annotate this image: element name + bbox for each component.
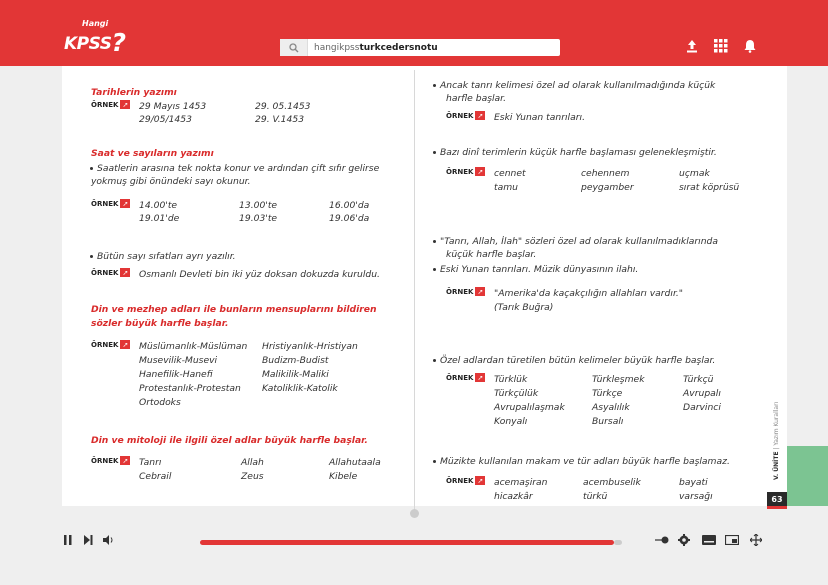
example-text: Hristiyanlık-Hristiyan xyxy=(262,341,358,352)
bullet xyxy=(433,268,436,271)
bullet xyxy=(433,359,436,362)
arrow-icon: ➚ xyxy=(475,111,485,120)
example-text: Katoliklik-Katolik xyxy=(262,383,338,394)
upload-icon[interactable] xyxy=(686,38,698,57)
ornek-label: ÖRNEK ➚ xyxy=(446,167,485,176)
ornek-label: ÖRNEK ➚ xyxy=(446,476,485,485)
ornek-label: ÖRNEK ➚ xyxy=(91,268,130,277)
ornek-label: ÖRNEK ➚ xyxy=(446,111,485,120)
ornek-label: ÖRNEK ➚ xyxy=(91,100,130,109)
ornek-label: ÖRNEK ➚ xyxy=(91,340,130,349)
bullet xyxy=(433,460,436,463)
example-text: Budizm-Budist xyxy=(262,355,329,366)
example-text: peygamber xyxy=(581,182,634,193)
example-text: Protestanlık-Protestan xyxy=(139,383,241,394)
example-text: Tanrı xyxy=(139,457,162,468)
example-text: 19.06'da xyxy=(329,213,370,224)
example-text: hicazkâr xyxy=(494,491,533,502)
logo-big: KPSS? xyxy=(64,28,126,57)
bullet xyxy=(433,151,436,154)
example-text: Cebrail xyxy=(139,471,172,482)
search-bar[interactable] xyxy=(280,39,560,56)
example-text: 29. V.1453 xyxy=(255,114,305,125)
example-text: 14.00'te xyxy=(139,200,178,211)
arrow-icon: ➚ xyxy=(475,287,485,296)
body-text: Bazı dinî terimlerin küçük harfle başlaması gelenekleşmiştir. xyxy=(440,147,717,158)
body-text: Ancak tanrı kelimesi özel ad olarak kullanılmadığında küçük xyxy=(440,80,716,91)
page-number: 63 xyxy=(767,492,787,506)
pause-icon[interactable] xyxy=(64,534,72,548)
example-text: 16.00'da xyxy=(329,200,370,211)
page-number-underline xyxy=(767,506,787,509)
volume-icon[interactable] xyxy=(103,534,115,548)
example-text: Türkçü xyxy=(683,374,714,385)
picture-in-picture-icon[interactable] xyxy=(725,534,739,548)
search-input[interactable]: hangikpssturkcedersnotu xyxy=(314,42,438,53)
example-text: varsağı xyxy=(679,491,713,502)
example-text: tamu xyxy=(494,182,519,193)
example-text: 29 Mayıs 1453 xyxy=(139,101,207,112)
section-title-tarih: Tarihlerin yazımı xyxy=(91,87,177,98)
ornek-label: ÖRNEK ➚ xyxy=(91,456,130,465)
arrow-icon: ➚ xyxy=(475,476,485,485)
arrow-icon: ➚ xyxy=(475,167,485,176)
unit-tab xyxy=(787,446,828,506)
example-text: sırat köprüsü xyxy=(679,182,740,193)
arrow-icon: ➚ xyxy=(120,100,130,109)
example-text: 29/05/1453 xyxy=(139,114,192,125)
example-text: acembuselik xyxy=(583,477,641,488)
bullet xyxy=(90,255,93,258)
example-text: Allah xyxy=(241,457,264,468)
page-divider xyxy=(414,70,415,512)
example-text: Kibele xyxy=(329,471,358,482)
ornek-label: ÖRNEK ➚ xyxy=(446,287,485,296)
example-text: Türkçe xyxy=(592,388,623,399)
body-text: Bütün sayı sıfatları ayrı yazılır. xyxy=(97,251,236,262)
microphone-icon[interactable] xyxy=(541,41,551,60)
example-text: uçmak xyxy=(679,168,710,179)
example-text: 19.01'de xyxy=(139,213,180,224)
body-text: "Tanrı, Allah, İlah" sözleri özel ad olarak kullanılmadıklarında xyxy=(440,236,719,247)
search-icon[interactable] xyxy=(280,39,308,56)
example-text: (Tarık Buğra) xyxy=(494,302,554,313)
example-text: acemaşiran xyxy=(494,477,548,488)
playback-toggle-icon[interactable] xyxy=(655,534,669,548)
grid-menu-icon[interactable] xyxy=(714,38,728,57)
example-text: cehennem xyxy=(581,168,630,179)
example-text: Zeus xyxy=(241,471,264,482)
example-text: türkü xyxy=(583,491,608,502)
arrow-icon: ➚ xyxy=(120,340,130,349)
section-title-din-2: sözler büyük harfle başlar. xyxy=(91,318,229,329)
body-text: Saatlerin arasına tek nokta konur ve ardından çift sıfır gelirse xyxy=(97,163,380,174)
example-text: Darvinci xyxy=(683,402,721,413)
unit-label: V. ÜNİTE | Yazım Kuralları xyxy=(773,401,780,480)
body-text: harfle başlar. xyxy=(446,93,507,104)
example-text: Musevilik-Musevi xyxy=(139,355,218,366)
bullet xyxy=(433,84,436,87)
arrow-icon: ➚ xyxy=(475,373,485,382)
next-icon[interactable] xyxy=(84,534,93,548)
example-text: Türkleşmek xyxy=(592,374,645,385)
example-text: Hanefilik-Hanefi xyxy=(139,369,213,380)
settings-gear-icon[interactable] xyxy=(678,534,690,549)
example-text: 19.03'te xyxy=(239,213,278,224)
body-text: Müzikte kullanılan makam ve tür adları büyük harfle başlamaz. xyxy=(440,456,730,467)
body-text: küçük harfle başlar. xyxy=(446,249,537,260)
example-text: Ortodoks xyxy=(139,397,181,408)
body-text: yokmuş gibi önündeki sayı okunur. xyxy=(91,176,251,187)
progress-bar-remaining[interactable] xyxy=(614,540,622,545)
page-divider-handle[interactable] xyxy=(410,509,419,518)
example-text: Malikilik-Maliki xyxy=(262,369,329,380)
ornek-label: ÖRNEK ➚ xyxy=(446,373,485,382)
example-text: Avrupalılaşmak xyxy=(494,402,565,413)
body-text: Eski Yunan tanrıları. Müzik dünyasının ilahı. xyxy=(440,264,639,275)
example-text: 29. 05.1453 xyxy=(255,101,311,112)
player-bar xyxy=(0,528,828,558)
example-text: Avrupalı xyxy=(683,388,721,399)
arrow-icon: ➚ xyxy=(120,456,130,465)
arrow-icon: ➚ xyxy=(120,199,130,208)
example-text: "Amerika'da kaçakçılığın allahları vardır." xyxy=(494,288,684,299)
arrow-icon: ➚ xyxy=(120,268,130,277)
example-text: bayati xyxy=(679,477,708,488)
example-text: Allahutaala xyxy=(329,457,381,468)
example-text: Asyalılık xyxy=(592,402,630,413)
section-title-din: Din ve mezhep adları ile bunların mensuplarını bildiren xyxy=(91,304,377,315)
example-text: Müslümanlık-Müslüman xyxy=(139,341,248,352)
bullet xyxy=(433,240,436,243)
example-text: 13.00'te xyxy=(239,200,278,211)
logo-small: Hangi xyxy=(82,19,109,28)
notification-bell-icon[interactable] xyxy=(744,38,756,57)
subtitles-icon[interactable] xyxy=(702,534,716,548)
example-text: Türklük xyxy=(494,374,528,385)
example-text: Türkçülük xyxy=(494,388,539,399)
ornek-label: ÖRNEK ➚ xyxy=(91,199,130,208)
example-text: Bursalı xyxy=(592,416,624,427)
section-title-mitoloji: Din ve mitoloji ile ilgili özel adlar büyük harfle başlar. xyxy=(91,435,368,446)
bullet xyxy=(90,167,93,170)
progress-bar[interactable] xyxy=(200,540,614,545)
example-text: Osmanlı Devleti bin iki yüz doksan dokuzda kuruldu. xyxy=(139,269,380,280)
section-title-saat: Saat ve sayıların yazımı xyxy=(91,148,214,159)
example-text: Eski Yunan tanrıları. xyxy=(494,112,585,123)
example-text: cennet xyxy=(494,168,526,179)
fullscreen-icon[interactable] xyxy=(750,534,762,549)
body-text: Özel adlardan türetilen bütün kelimeler büyük harfle başlar. xyxy=(440,355,716,366)
example-text: Konyalı xyxy=(494,416,528,427)
